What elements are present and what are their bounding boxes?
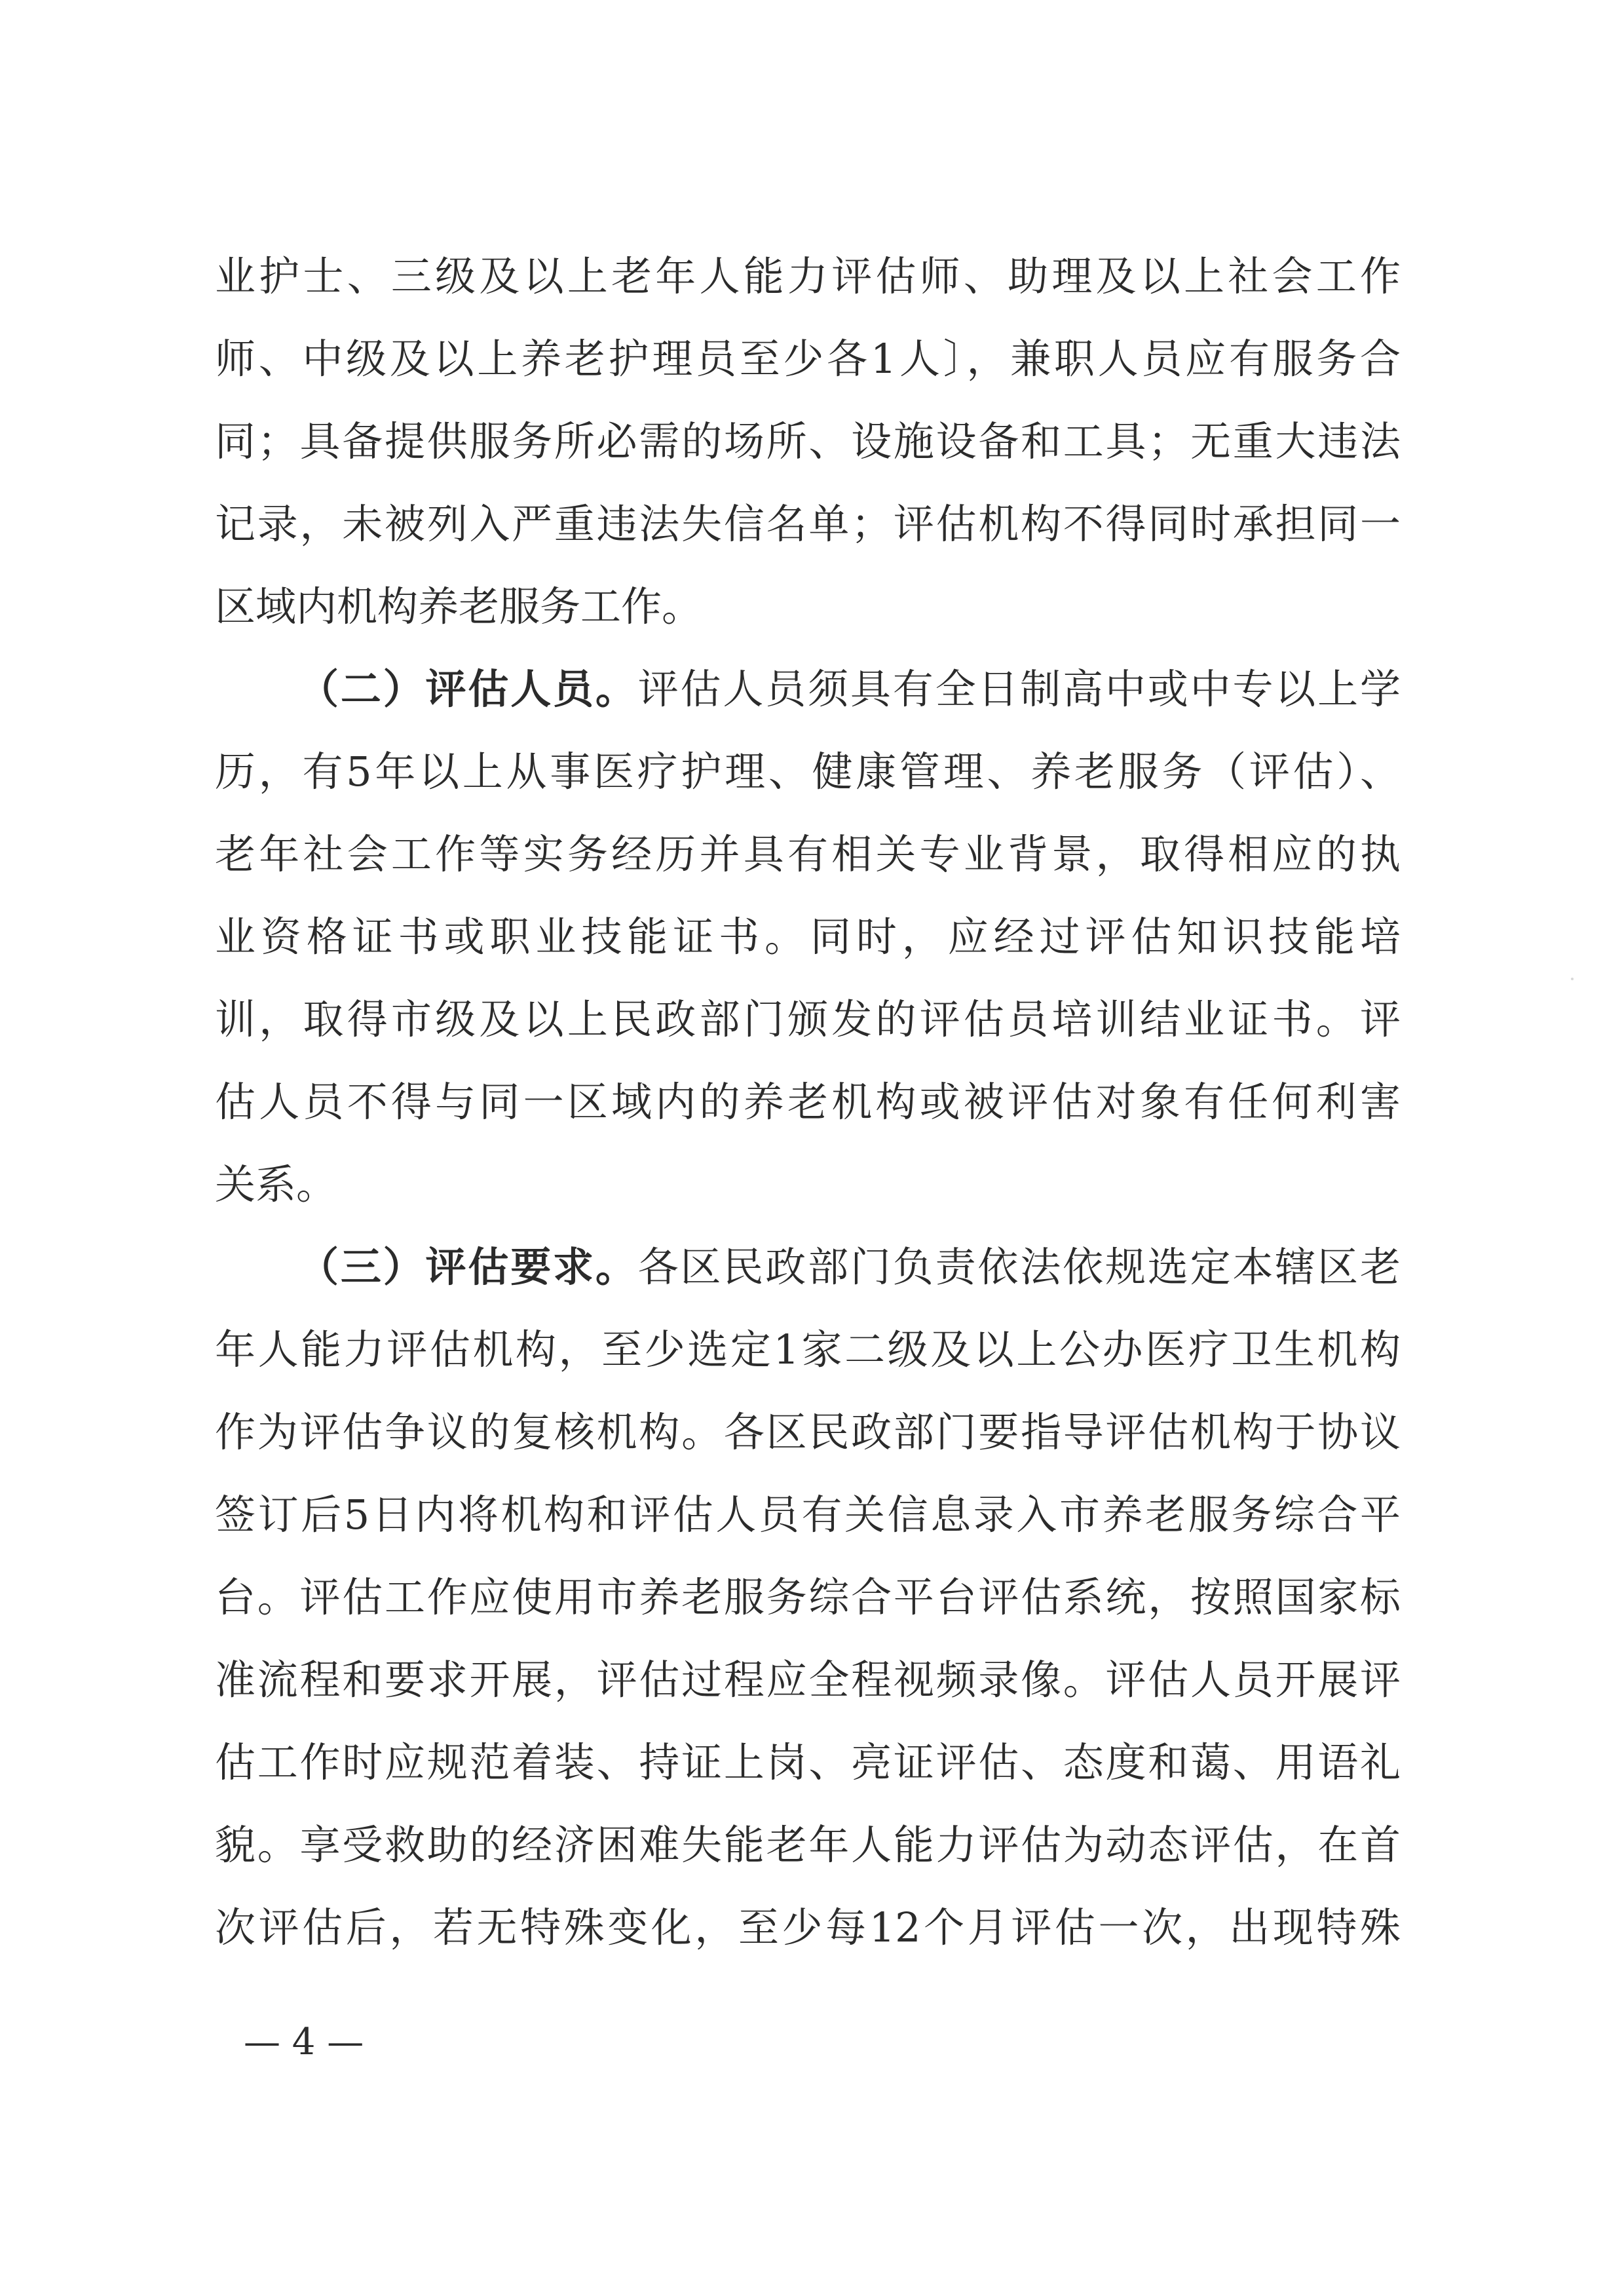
- paragraph-line: 训，取得市级及以上民政部门颁发的评估员培训结业证书。评: [215, 995, 1401, 1043]
- paragraph-line: 次评估后，若无特殊变化，至少每12个月评估一次，出现特殊: [215, 1904, 1401, 1951]
- section-heading-text: 评估人员须具有全日制高中或中专以上学: [637, 665, 1401, 713]
- paragraph-line: 同；具备提供服务所必需的场所、设施设备和工具；无重大违法: [215, 417, 1401, 465]
- paragraph-line: 估工作时应规范着装、持证上岗、亮证评估、态度和蔼、用语礼: [215, 1738, 1401, 1786]
- paragraph-line: 签订后5日内将机构和评估人员有关信息录入市养老服务综合平: [215, 1491, 1401, 1539]
- page-number: — 4 —: [244, 2021, 364, 2063]
- section-heading-text: 各区民政部门负责依法依规选定本辖区老: [637, 1243, 1401, 1291]
- paragraph-line: 业护士、三级及以上老年人能力评估师、助理及以上社会工作: [215, 252, 1401, 300]
- paragraph-line: 估人员不得与同一区域内的养老机构或被评估对象有任何利害: [215, 1078, 1401, 1126]
- paragraph-line: 区域内机构养老服务工作。: [215, 583, 703, 630]
- paragraph-line: 记录，未被列入严重违法失信名单；评估机构不得同时承担同一: [215, 500, 1401, 548]
- paragraph-line: 年人能力评估机构，至少选定1家二级及以上公办医疗卫生机构: [215, 1326, 1401, 1373]
- section-heading-line: [298, 1234, 1401, 1300]
- paragraph-line: 师、中级及以上养老护理员至少各1人〕，兼职人员应有服务合: [215, 335, 1401, 383]
- paragraph-line: 作为评估争议的复核机构。各区民政部门要指导评估机构于协议: [215, 1408, 1401, 1456]
- paragraph-line: 老年社会工作等实务经历并具有相关专业背景，取得相应的执: [215, 830, 1401, 878]
- paragraph-line: 关系。: [215, 1160, 337, 1208]
- scan-speck: [1571, 978, 1574, 980]
- paragraph-line: 台。评估工作应使用市养老服务综合平台评估系统，按照国家标: [215, 1573, 1401, 1621]
- paragraph-line: 历，有5年以上从事医疗护理、健康管理、养老服务（评估）、: [215, 748, 1401, 795]
- section-heading-line: [298, 657, 1401, 722]
- paragraph-line: 貌。享受救助的经济困难失能老年人能力评估为动态评估，在首: [215, 1821, 1401, 1869]
- section-heading: （三）评估要求。: [298, 1243, 638, 1291]
- paragraph-line: 业资格证书或职业技能证书。同时，应经过评估知识技能培: [215, 913, 1401, 961]
- paragraph-line: 准流程和要求开展，评估过程应全程视频录像。评估人员开展评: [215, 1656, 1401, 1704]
- section-heading: （二）评估人员。: [298, 665, 638, 713]
